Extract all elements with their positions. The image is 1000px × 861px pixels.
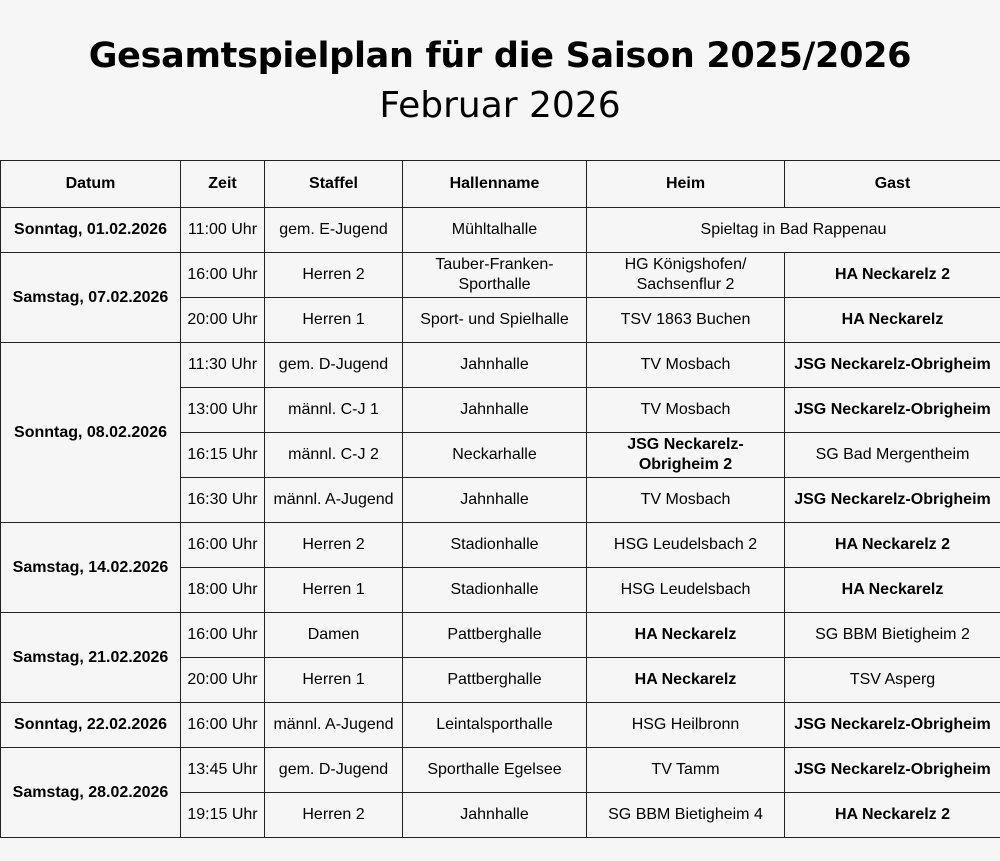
time-cell: 16:30 Uhr (181, 478, 265, 523)
time-cell: 16:00 Uhr (181, 253, 265, 298)
home-team-cell: TV Mosbach (587, 343, 785, 388)
date-cell: Samstag, 28.02.2026 (1, 748, 181, 838)
staffel-cell: Herren 1 (265, 298, 403, 343)
time-cell: 18:00 Uhr (181, 568, 265, 613)
staffel-cell: Herren 1 (265, 658, 403, 703)
header-staffel: Staffel (265, 161, 403, 208)
time-cell: 16:15 Uhr (181, 433, 265, 478)
date-cell: Samstag, 21.02.2026 (1, 613, 181, 703)
table-row (1, 703, 1000, 748)
home-team-cell: TV Mosbach (587, 478, 785, 523)
guest-team-cell: HA Neckarelz 2 (785, 793, 1000, 838)
time-cell: 19:15 Uhr (181, 793, 265, 838)
guest-team-cell: SG Bad Mergentheim (785, 433, 1000, 478)
hall-cell: Jahnhalle (403, 388, 587, 433)
home-team-cell: JSG Neckarelz-Obrigheim 2 (587, 433, 785, 478)
page-subtitle: Februar 2026 (379, 85, 621, 126)
table-row (1, 613, 1000, 658)
date-cell: Sonntag, 01.02.2026 (1, 208, 181, 253)
hall-cell: Jahnhalle (403, 478, 587, 523)
guest-team-cell: JSG Neckarelz-Obrigheim (785, 388, 1000, 433)
time-cell: 20:00 Uhr (181, 298, 265, 343)
hall-cell: Leintalsporthalle (403, 703, 587, 748)
guest-team-cell: HA Neckarelz 2 (785, 523, 1000, 568)
header-datum: Datum (1, 161, 181, 208)
header-row (1, 161, 1000, 208)
guest-team-cell: TSV Asperg (785, 658, 1000, 703)
home-team-cell: HSG Leudelsbach (587, 568, 785, 613)
staffel-cell: Herren 2 (265, 523, 403, 568)
date-cell: Samstag, 07.02.2026 (1, 253, 181, 343)
time-cell: 11:00 Uhr (181, 208, 265, 253)
guest-team-cell: JSG Neckarelz-Obrigheim (785, 343, 1000, 388)
hall-cell: Stadionhalle (403, 523, 587, 568)
staffel-cell: Herren 2 (265, 793, 403, 838)
staffel-cell: männl. C-J 1 (265, 388, 403, 433)
staffel-cell: Damen (265, 613, 403, 658)
hall-cell: Jahnhalle (403, 793, 587, 838)
hall-cell: Jahnhalle (403, 343, 587, 388)
home-team-cell: TSV 1863 Buchen (587, 298, 785, 343)
header-heim: Heim (587, 161, 785, 208)
staffel-cell: männl. C-J 2 (265, 433, 403, 478)
table-row (1, 343, 1000, 388)
home-team-cell: HA Neckarelz (587, 658, 785, 703)
time-cell: 11:30 Uhr (181, 343, 265, 388)
staffel-cell: männl. A-Jugend (265, 703, 403, 748)
staffel-cell: Herren 1 (265, 568, 403, 613)
hall-cell: Pattberghalle (403, 658, 587, 703)
guest-team-cell: HA Neckarelz (785, 298, 1000, 343)
date-cell: Samstag, 14.02.2026 (1, 523, 181, 613)
page-title: Gesamtspielplan für die Saison 2025/2026 (88, 36, 912, 76)
staffel-cell: männl. A-Jugend (265, 478, 403, 523)
table-row (1, 523, 1000, 568)
merged-note-cell: Spieltag in Bad Rappenau (587, 208, 1000, 253)
table-row (1, 208, 1000, 253)
table-row (1, 748, 1000, 793)
home-team-cell: HA Neckarelz (587, 613, 785, 658)
guest-team-cell: JSG Neckarelz-Obrigheim (785, 703, 1000, 748)
header-gast: Gast (785, 161, 1000, 208)
time-cell: 13:45 Uhr (181, 748, 265, 793)
staffel-cell: gem. D-Jugend (265, 343, 403, 388)
header-hallenname: Hallenname (403, 161, 587, 208)
staffel-cell: gem. E-Jugend (265, 208, 403, 253)
guest-team-cell: HA Neckarelz (785, 568, 1000, 613)
hall-cell: Sporthalle Egelsee (403, 748, 587, 793)
guest-team-cell: SG BBM Bietigheim 2 (785, 613, 1000, 658)
home-team-cell: SG BBM Bietigheim 4 (587, 793, 785, 838)
schedule-table (0, 160, 1000, 838)
staffel-cell: Herren 2 (265, 253, 403, 298)
time-cell: 16:00 Uhr (181, 703, 265, 748)
header-zeit: Zeit (181, 161, 265, 208)
time-cell: 20:00 Uhr (181, 658, 265, 703)
guest-team-cell: JSG Neckarelz-Obrigheim (785, 478, 1000, 523)
time-cell: 16:00 Uhr (181, 523, 265, 568)
home-team-cell: TV Mosbach (587, 388, 785, 433)
guest-team-cell: HA Neckarelz 2 (785, 253, 1000, 298)
home-team-cell: HSG Heilbronn (587, 703, 785, 748)
home-team-cell: HSG Leudelsbach 2 (587, 523, 785, 568)
home-team-cell: HG Königshofen/ Sachsenflur 2 (587, 253, 785, 298)
hall-cell: Neckarhalle (403, 433, 587, 478)
time-cell: 13:00 Uhr (181, 388, 265, 433)
hall-cell: Tauber-Franken-Sporthalle (403, 253, 587, 298)
date-cell: Sonntag, 22.02.2026 (1, 703, 181, 748)
hall-cell: Pattberghalle (403, 613, 587, 658)
home-team-cell: TV Tamm (587, 748, 785, 793)
hall-cell: Mühltalhalle (403, 208, 587, 253)
guest-team-cell: JSG Neckarelz-Obrigheim (785, 748, 1000, 793)
time-cell: 16:00 Uhr (181, 613, 265, 658)
staffel-cell: gem. D-Jugend (265, 748, 403, 793)
table-row (1, 253, 1000, 298)
hall-cell: Sport- und Spielhalle (403, 298, 587, 343)
date-cell: Sonntag, 08.02.2026 (1, 343, 181, 523)
hall-cell: Stadionhalle (403, 568, 587, 613)
